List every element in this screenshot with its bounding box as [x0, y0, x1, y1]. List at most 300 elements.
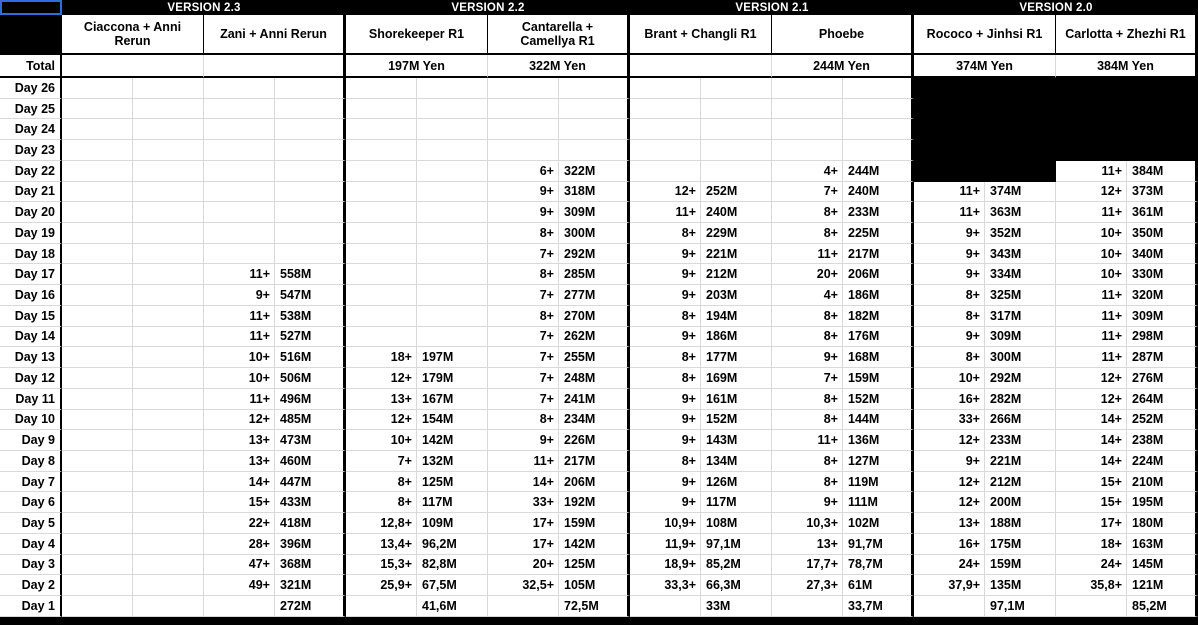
- cell-zani-anni-rerun-day1-count[interactable]: [204, 596, 275, 617]
- cell-carlotta-zhezhi-r1-day22-value[interactable]: 384M: [1127, 161, 1198, 182]
- cell-ciaccona-anni-rerun-day26-count[interactable]: [62, 78, 133, 99]
- cell-carlotta-zhezhi-r1-day14-count[interactable]: 11+: [1056, 327, 1127, 348]
- cell-cantarella-camellya-r1-day21-count[interactable]: 9+: [488, 182, 559, 203]
- total-brant-changli-r1[interactable]: [630, 55, 772, 78]
- cell-rococo-jinhsi-r1-day2-count[interactable]: 37,9+: [914, 575, 985, 596]
- cell-phoebe-day23-count[interactable]: [772, 140, 843, 161]
- banner-header-rococo-jinhsi-r1[interactable]: Rococo + Jinhsi R1: [914, 15, 1056, 55]
- cell-brant-changli-r1-day2-count[interactable]: 33,3+: [630, 575, 701, 596]
- cell-brant-changli-r1-day17-value[interactable]: 212M: [701, 264, 772, 285]
- cell-brant-changli-r1-day11-count[interactable]: 9+: [630, 389, 701, 410]
- cell-cantarella-camellya-r1-day13-value[interactable]: 255M: [559, 347, 630, 368]
- day-label-8[interactable]: Day 8: [0, 451, 62, 472]
- cell-phoebe-day8-count[interactable]: 8+: [772, 451, 843, 472]
- cell-shorekeeper-r1-day17-value[interactable]: [417, 264, 488, 285]
- cell-brant-changli-r1-day20-count[interactable]: 11+: [630, 202, 701, 223]
- cell-cantarella-camellya-r1-day21-value[interactable]: 318M: [559, 182, 630, 203]
- cell-ciaccona-anni-rerun-day11-count[interactable]: [62, 389, 133, 410]
- cell-rococo-jinhsi-r1-day15-value[interactable]: 317M: [985, 306, 1056, 327]
- cell-phoebe-day5-count[interactable]: 10,3+: [772, 513, 843, 534]
- cell-ciaccona-anni-rerun-day2-value[interactable]: [133, 575, 204, 596]
- cell-ciaccona-anni-rerun-day9-count[interactable]: [62, 430, 133, 451]
- cell-zani-anni-rerun-day3-count[interactable]: 47+: [204, 555, 275, 576]
- cell-ciaccona-anni-rerun-day25-count[interactable]: [62, 99, 133, 120]
- version-header-2-0[interactable]: VERSION 2.0: [914, 0, 1198, 15]
- cell-zani-anni-rerun-day25-value[interactable]: [275, 99, 346, 120]
- cell-brant-changli-r1-day1-value[interactable]: 33M: [701, 596, 772, 617]
- cell-brant-changli-r1-day18-value[interactable]: 221M: [701, 244, 772, 265]
- cell-carlotta-zhezhi-r1-day2-count[interactable]: 35,8+: [1056, 575, 1127, 596]
- cell-carlotta-zhezhi-r1-day23-value[interactable]: [1127, 140, 1198, 161]
- cell-rococo-jinhsi-r1-day5-count[interactable]: 13+: [914, 513, 985, 534]
- cell-shorekeeper-r1-day10-count[interactable]: 12+: [346, 410, 417, 431]
- cell-carlotta-zhezhi-r1-day4-count[interactable]: 18+: [1056, 534, 1127, 555]
- cell-zani-anni-rerun-day4-value[interactable]: 396M: [275, 534, 346, 555]
- cell-rococo-jinhsi-r1-day24-count[interactable]: [914, 119, 985, 140]
- cell-ciaccona-anni-rerun-day1-value[interactable]: [133, 596, 204, 617]
- cell-carlotta-zhezhi-r1-day20-value[interactable]: 361M: [1127, 202, 1198, 223]
- day-label-16[interactable]: Day 16: [0, 285, 62, 306]
- cell-phoebe-day22-count[interactable]: 4+: [772, 161, 843, 182]
- banner-header-phoebe[interactable]: Phoebe: [772, 15, 914, 55]
- cell-shorekeeper-r1-day21-value[interactable]: [417, 182, 488, 203]
- version-header-2-1[interactable]: VERSION 2.1: [630, 0, 914, 15]
- cell-cantarella-camellya-r1-day24-count[interactable]: [488, 119, 559, 140]
- cell-ciaccona-anni-rerun-day25-value[interactable]: [133, 99, 204, 120]
- cell-ciaccona-anni-rerun-day6-count[interactable]: [62, 492, 133, 513]
- cell-brant-changli-r1-day26-value[interactable]: [701, 78, 772, 99]
- cell-ciaccona-anni-rerun-day17-count[interactable]: [62, 264, 133, 285]
- cell-phoebe-day4-count[interactable]: 13+: [772, 534, 843, 555]
- cell-cantarella-camellya-r1-day25-value[interactable]: [559, 99, 630, 120]
- cell-ciaccona-anni-rerun-day20-value[interactable]: [133, 202, 204, 223]
- cell-cantarella-camellya-r1-day2-count[interactable]: 32,5+: [488, 575, 559, 596]
- cell-phoebe-day13-value[interactable]: 168M: [843, 347, 914, 368]
- cell-phoebe-day22-value[interactable]: 244M: [843, 161, 914, 182]
- cell-zani-anni-rerun-day18-value[interactable]: [275, 244, 346, 265]
- total-rococo-jinhsi-r1[interactable]: 374M Yen: [914, 55, 1056, 78]
- cell-phoebe-day26-count[interactable]: [772, 78, 843, 99]
- cell-ciaccona-anni-rerun-day15-value[interactable]: [133, 306, 204, 327]
- cell-zani-anni-rerun-day15-value[interactable]: 538M: [275, 306, 346, 327]
- cell-brant-changli-r1-day22-value[interactable]: [701, 161, 772, 182]
- cell-cantarella-camellya-r1-day10-count[interactable]: 8+: [488, 410, 559, 431]
- cell-shorekeeper-r1-day11-count[interactable]: 13+: [346, 389, 417, 410]
- cell-ciaccona-anni-rerun-day15-count[interactable]: [62, 306, 133, 327]
- cell-rococo-jinhsi-r1-day13-value[interactable]: 300M: [985, 347, 1056, 368]
- cell-zani-anni-rerun-day23-count[interactable]: [204, 140, 275, 161]
- cell-carlotta-zhezhi-r1-day17-count[interactable]: 10+: [1056, 264, 1127, 285]
- cell-brant-changli-r1-day21-count[interactable]: 12+: [630, 182, 701, 203]
- day-label-7[interactable]: Day 7: [0, 472, 62, 493]
- cell-brant-changli-r1-day18-count[interactable]: 9+: [630, 244, 701, 265]
- cell-zani-anni-rerun-day9-count[interactable]: 13+: [204, 430, 275, 451]
- cell-phoebe-day21-value[interactable]: 240M: [843, 182, 914, 203]
- cell-cantarella-camellya-r1-day3-value[interactable]: 125M: [559, 555, 630, 576]
- cell-shorekeeper-r1-day26-count[interactable]: [346, 78, 417, 99]
- total-ciaccona-anni-rerun[interactable]: [62, 55, 204, 78]
- day-label-21[interactable]: Day 21: [0, 182, 62, 203]
- cell-brant-changli-r1-day9-count[interactable]: 9+: [630, 430, 701, 451]
- cell-zani-anni-rerun-day12-value[interactable]: 506M: [275, 368, 346, 389]
- cell-shorekeeper-r1-day16-count[interactable]: [346, 285, 417, 306]
- cell-zani-anni-rerun-day25-count[interactable]: [204, 99, 275, 120]
- cell-zani-anni-rerun-day26-value[interactable]: [275, 78, 346, 99]
- cell-zani-anni-rerun-day22-value[interactable]: [275, 161, 346, 182]
- cell-cantarella-camellya-r1-day12-value[interactable]: 248M: [559, 368, 630, 389]
- day-label-10[interactable]: Day 10: [0, 410, 62, 431]
- cell-shorekeeper-r1-day18-value[interactable]: [417, 244, 488, 265]
- cell-carlotta-zhezhi-r1-day26-value[interactable]: [1127, 78, 1198, 99]
- cell-cantarella-camellya-r1-day1-count[interactable]: [488, 596, 559, 617]
- cell-cantarella-camellya-r1-day12-count[interactable]: 7+: [488, 368, 559, 389]
- cell-zani-anni-rerun-day19-value[interactable]: [275, 223, 346, 244]
- cell-zani-anni-rerun-day26-count[interactable]: [204, 78, 275, 99]
- cell-cantarella-camellya-r1-day11-value[interactable]: 241M: [559, 389, 630, 410]
- cell-zani-anni-rerun-day8-count[interactable]: 13+: [204, 451, 275, 472]
- cell-cantarella-camellya-r1-day15-count[interactable]: 8+: [488, 306, 559, 327]
- cell-phoebe-day23-value[interactable]: [843, 140, 914, 161]
- cell-phoebe-day5-value[interactable]: 102M: [843, 513, 914, 534]
- cell-zani-anni-rerun-day18-count[interactable]: [204, 244, 275, 265]
- cell-zani-anni-rerun-day14-count[interactable]: 11+: [204, 327, 275, 348]
- cell-rococo-jinhsi-r1-day8-count[interactable]: 9+: [914, 451, 985, 472]
- cell-rococo-jinhsi-r1-day24-value[interactable]: [985, 119, 1056, 140]
- cell-shorekeeper-r1-day14-value[interactable]: [417, 327, 488, 348]
- cell-rococo-jinhsi-r1-day14-count[interactable]: 9+: [914, 327, 985, 348]
- cell-zani-anni-rerun-day24-count[interactable]: [204, 119, 275, 140]
- day-label-22[interactable]: Day 22: [0, 161, 62, 182]
- cell-phoebe-day24-value[interactable]: [843, 119, 914, 140]
- cell-ciaccona-anni-rerun-day5-value[interactable]: [133, 513, 204, 534]
- cell-cantarella-camellya-r1-day15-value[interactable]: 270M: [559, 306, 630, 327]
- cell-carlotta-zhezhi-r1-day15-count[interactable]: 11+: [1056, 306, 1127, 327]
- cell-shorekeeper-r1-day13-value[interactable]: 197M: [417, 347, 488, 368]
- cell-carlotta-zhezhi-r1-day19-value[interactable]: 350M: [1127, 223, 1198, 244]
- cell-carlotta-zhezhi-r1-day7-value[interactable]: 210M: [1127, 472, 1198, 493]
- cell-cantarella-camellya-r1-day5-count[interactable]: 17+: [488, 513, 559, 534]
- cell-rococo-jinhsi-r1-day17-count[interactable]: 9+: [914, 264, 985, 285]
- cell-cantarella-camellya-r1-day11-count[interactable]: 7+: [488, 389, 559, 410]
- cell-cantarella-camellya-r1-day13-count[interactable]: 7+: [488, 347, 559, 368]
- cell-brant-changli-r1-day23-value[interactable]: [701, 140, 772, 161]
- cell-zani-anni-rerun-day21-count[interactable]: [204, 182, 275, 203]
- cell-ciaccona-anni-rerun-day22-count[interactable]: [62, 161, 133, 182]
- cell-rococo-jinhsi-r1-day9-count[interactable]: 12+: [914, 430, 985, 451]
- cell-cantarella-camellya-r1-day7-count[interactable]: 14+: [488, 472, 559, 493]
- cell-shorekeeper-r1-day2-count[interactable]: 25,9+: [346, 575, 417, 596]
- cell-cantarella-camellya-r1-day25-count[interactable]: [488, 99, 559, 120]
- cell-cantarella-camellya-r1-day23-count[interactable]: [488, 140, 559, 161]
- cell-cantarella-camellya-r1-day23-value[interactable]: [559, 140, 630, 161]
- cell-carlotta-zhezhi-r1-day23-count[interactable]: [1056, 140, 1127, 161]
- cell-ciaccona-anni-rerun-day12-value[interactable]: [133, 368, 204, 389]
- day-label-13[interactable]: Day 13: [0, 347, 62, 368]
- cell-carlotta-zhezhi-r1-day12-count[interactable]: 12+: [1056, 368, 1127, 389]
- cell-ciaccona-anni-rerun-day10-value[interactable]: [133, 410, 204, 431]
- cell-phoebe-day20-value[interactable]: 233M: [843, 202, 914, 223]
- cell-zani-anni-rerun-day9-value[interactable]: 473M: [275, 430, 346, 451]
- cell-phoebe-day8-value[interactable]: 127M: [843, 451, 914, 472]
- cell-shorekeeper-r1-day1-count[interactable]: [346, 596, 417, 617]
- cell-carlotta-zhezhi-r1-day10-value[interactable]: 252M: [1127, 410, 1198, 431]
- cell-ciaccona-anni-rerun-day18-value[interactable]: [133, 244, 204, 265]
- cell-brant-changli-r1-day6-count[interactable]: 9+: [630, 492, 701, 513]
- cell-ciaccona-anni-rerun-day16-count[interactable]: [62, 285, 133, 306]
- cell-phoebe-day7-count[interactable]: 8+: [772, 472, 843, 493]
- cell-brant-changli-r1-day6-value[interactable]: 117M: [701, 492, 772, 513]
- total-carlotta-zhezhi-r1[interactable]: 384M Yen: [1056, 55, 1198, 78]
- cell-brant-changli-r1-day7-count[interactable]: 9+: [630, 472, 701, 493]
- cell-brant-changli-r1-day5-count[interactable]: 10,9+: [630, 513, 701, 534]
- cell-zani-anni-rerun-day12-count[interactable]: 10+: [204, 368, 275, 389]
- cell-ciaccona-anni-rerun-day23-count[interactable]: [62, 140, 133, 161]
- cell-cantarella-camellya-r1-day16-count[interactable]: 7+: [488, 285, 559, 306]
- banner-header-zani-anni-rerun[interactable]: Zani + Anni Rerun: [204, 15, 346, 55]
- cell-phoebe-day4-value[interactable]: 91,7M: [843, 534, 914, 555]
- cell-brant-changli-r1-day23-count[interactable]: [630, 140, 701, 161]
- cell-ciaccona-anni-rerun-day20-count[interactable]: [62, 202, 133, 223]
- banner-header-shorekeeper-r1[interactable]: Shorekeeper R1: [346, 15, 488, 55]
- cell-phoebe-day1-value[interactable]: 33,7M: [843, 596, 914, 617]
- cell-zani-anni-rerun-day7-value[interactable]: 447M: [275, 472, 346, 493]
- cell-carlotta-zhezhi-r1-day14-value[interactable]: 298M: [1127, 327, 1198, 348]
- cell-phoebe-day19-count[interactable]: 8+: [772, 223, 843, 244]
- total-shorekeeper-r1[interactable]: 197M Yen: [346, 55, 488, 78]
- cell-ciaccona-anni-rerun-day17-value[interactable]: [133, 264, 204, 285]
- cell-shorekeeper-r1-day24-count[interactable]: [346, 119, 417, 140]
- cell-brant-changli-r1-day16-value[interactable]: 203M: [701, 285, 772, 306]
- cell-ciaccona-anni-rerun-day24-value[interactable]: [133, 119, 204, 140]
- cell-carlotta-zhezhi-r1-day16-count[interactable]: 11+: [1056, 285, 1127, 306]
- cell-cantarella-camellya-r1-day24-value[interactable]: [559, 119, 630, 140]
- cell-shorekeeper-r1-day19-count[interactable]: [346, 223, 417, 244]
- cell-shorekeeper-r1-day22-value[interactable]: [417, 161, 488, 182]
- cell-brant-changli-r1-day8-value[interactable]: 134M: [701, 451, 772, 472]
- cell-shorekeeper-r1-day26-value[interactable]: [417, 78, 488, 99]
- cell-phoebe-day21-count[interactable]: 7+: [772, 182, 843, 203]
- cell-rococo-jinhsi-r1-day23-value[interactable]: [985, 140, 1056, 161]
- cell-carlotta-zhezhi-r1-day25-count[interactable]: [1056, 99, 1127, 120]
- cell-shorekeeper-r1-day3-value[interactable]: 82,8M: [417, 555, 488, 576]
- cell-brant-changli-r1-day4-value[interactable]: 97,1M: [701, 534, 772, 555]
- banner-header-ciaccona-anni-rerun[interactable]: Ciaccona + Anni Rerun: [62, 15, 204, 55]
- cell-rococo-jinhsi-r1-day25-count[interactable]: [914, 99, 985, 120]
- cell-rococo-jinhsi-r1-day4-value[interactable]: 175M: [985, 534, 1056, 555]
- cell-phoebe-day11-count[interactable]: 8+: [772, 389, 843, 410]
- cell-phoebe-day25-value[interactable]: [843, 99, 914, 120]
- cell-ciaccona-anni-rerun-day24-count[interactable]: [62, 119, 133, 140]
- cell-carlotta-zhezhi-r1-day13-count[interactable]: 11+: [1056, 347, 1127, 368]
- cell-brant-changli-r1-day15-count[interactable]: 8+: [630, 306, 701, 327]
- cell-rococo-jinhsi-r1-day26-count[interactable]: [914, 78, 985, 99]
- cell-brant-changli-r1-day3-count[interactable]: 18,9+: [630, 555, 701, 576]
- cell-ciaccona-anni-rerun-day21-count[interactable]: [62, 182, 133, 203]
- cell-carlotta-zhezhi-r1-day16-value[interactable]: 320M: [1127, 285, 1198, 306]
- cell-shorekeeper-r1-day12-value[interactable]: 179M: [417, 368, 488, 389]
- cell-cantarella-camellya-r1-day4-count[interactable]: 17+: [488, 534, 559, 555]
- cell-zani-anni-rerun-day3-value[interactable]: 368M: [275, 555, 346, 576]
- cell-phoebe-day9-count[interactable]: 11+: [772, 430, 843, 451]
- cell-cantarella-camellya-r1-day9-value[interactable]: 226M: [559, 430, 630, 451]
- day-label-4[interactable]: Day 4: [0, 534, 62, 555]
- day-label-11[interactable]: Day 11: [0, 389, 62, 410]
- cell-rococo-jinhsi-r1-day9-value[interactable]: 233M: [985, 430, 1056, 451]
- cell-cantarella-camellya-r1-day26-count[interactable]: [488, 78, 559, 99]
- cell-rococo-jinhsi-r1-day4-count[interactable]: 16+: [914, 534, 985, 555]
- day-label-25[interactable]: Day 25: [0, 99, 62, 120]
- cell-brant-changli-r1-day12-count[interactable]: 8+: [630, 368, 701, 389]
- cell-cantarella-camellya-r1-day9-count[interactable]: 9+: [488, 430, 559, 451]
- cell-rococo-jinhsi-r1-day16-count[interactable]: 8+: [914, 285, 985, 306]
- cell-rococo-jinhsi-r1-day10-value[interactable]: 266M: [985, 410, 1056, 431]
- cell-zani-anni-rerun-day2-count[interactable]: 49+: [204, 575, 275, 596]
- cell-cantarella-camellya-r1-day8-count[interactable]: 11+: [488, 451, 559, 472]
- cell-ciaccona-anni-rerun-day26-value[interactable]: [133, 78, 204, 99]
- cell-zani-anni-rerun-day11-value[interactable]: 496M: [275, 389, 346, 410]
- banner-header-brant-changli-r1[interactable]: Brant + Changli R1: [630, 15, 772, 55]
- cell-ciaccona-anni-rerun-day4-count[interactable]: [62, 534, 133, 555]
- cell-brant-changli-r1-day14-count[interactable]: 9+: [630, 327, 701, 348]
- cell-carlotta-zhezhi-r1-day21-value[interactable]: 373M: [1127, 182, 1198, 203]
- day-label-19[interactable]: Day 19: [0, 223, 62, 244]
- cell-rococo-jinhsi-r1-day19-count[interactable]: 9+: [914, 223, 985, 244]
- cell-shorekeeper-r1-day18-count[interactable]: [346, 244, 417, 265]
- cell-rococo-jinhsi-r1-day23-count[interactable]: [914, 140, 985, 161]
- day-label-12[interactable]: Day 12: [0, 368, 62, 389]
- cell-phoebe-day16-count[interactable]: 4+: [772, 285, 843, 306]
- cell-rococo-jinhsi-r1-day26-value[interactable]: [985, 78, 1056, 99]
- cell-brant-changli-r1-day17-count[interactable]: 9+: [630, 264, 701, 285]
- cell-rococo-jinhsi-r1-day6-value[interactable]: 200M: [985, 492, 1056, 513]
- cell-rococo-jinhsi-r1-day17-value[interactable]: 334M: [985, 264, 1056, 285]
- cell-brant-changli-r1-day26-count[interactable]: [630, 78, 701, 99]
- cell-shorekeeper-r1-day6-value[interactable]: 117M: [417, 492, 488, 513]
- cell-zani-anni-rerun-day10-count[interactable]: 12+: [204, 410, 275, 431]
- cell-phoebe-day14-count[interactable]: 8+: [772, 327, 843, 348]
- cell-phoebe-day10-count[interactable]: 8+: [772, 410, 843, 431]
- cell-shorekeeper-r1-day25-value[interactable]: [417, 99, 488, 120]
- day-label-18[interactable]: Day 18: [0, 244, 62, 265]
- cell-brant-changli-r1-day24-count[interactable]: [630, 119, 701, 140]
- cell-brant-changli-r1-day25-value[interactable]: [701, 99, 772, 120]
- cell-rococo-jinhsi-r1-day13-count[interactable]: 8+: [914, 347, 985, 368]
- cell-zani-anni-rerun-day6-count[interactable]: 15+: [204, 492, 275, 513]
- cell-ciaccona-anni-rerun-day22-value[interactable]: [133, 161, 204, 182]
- cell-cantarella-camellya-r1-day19-value[interactable]: 300M: [559, 223, 630, 244]
- cell-carlotta-zhezhi-r1-day15-value[interactable]: 309M: [1127, 306, 1198, 327]
- cell-zani-anni-rerun-day7-count[interactable]: 14+: [204, 472, 275, 493]
- cell-carlotta-zhezhi-r1-day1-value[interactable]: 85,2M: [1127, 596, 1198, 617]
- cell-shorekeeper-r1-day15-value[interactable]: [417, 306, 488, 327]
- cell-rococo-jinhsi-r1-day22-value[interactable]: [985, 161, 1056, 182]
- cell-shorekeeper-r1-day20-count[interactable]: [346, 202, 417, 223]
- cell-shorekeeper-r1-day8-value[interactable]: 132M: [417, 451, 488, 472]
- day-label-24[interactable]: Day 24: [0, 119, 62, 140]
- cell-brant-changli-r1-day9-value[interactable]: 143M: [701, 430, 772, 451]
- cell-phoebe-day14-value[interactable]: 176M: [843, 327, 914, 348]
- cell-carlotta-zhezhi-r1-day3-value[interactable]: 145M: [1127, 555, 1198, 576]
- cell-brant-changli-r1-day5-value[interactable]: 108M: [701, 513, 772, 534]
- cell-ciaccona-anni-rerun-day1-count[interactable]: [62, 596, 133, 617]
- day-label-14[interactable]: Day 14: [0, 327, 62, 348]
- cell-cantarella-camellya-r1-day18-count[interactable]: 7+: [488, 244, 559, 265]
- cell-cantarella-camellya-r1-day6-count[interactable]: 33+: [488, 492, 559, 513]
- cell-shorekeeper-r1-day9-count[interactable]: 10+: [346, 430, 417, 451]
- cell-rococo-jinhsi-r1-day19-value[interactable]: 352M: [985, 223, 1056, 244]
- cell-phoebe-day11-value[interactable]: 152M: [843, 389, 914, 410]
- cell-shorekeeper-r1-day12-count[interactable]: 12+: [346, 368, 417, 389]
- cell-carlotta-zhezhi-r1-day6-count[interactable]: 15+: [1056, 492, 1127, 513]
- cell-brant-changli-r1-day1-count[interactable]: [630, 596, 701, 617]
- cell-carlotta-zhezhi-r1-day26-count[interactable]: [1056, 78, 1127, 99]
- cell-zani-anni-rerun-day11-count[interactable]: 11+: [204, 389, 275, 410]
- cell-shorekeeper-r1-day6-count[interactable]: 8+: [346, 492, 417, 513]
- cell-cantarella-camellya-r1-day19-count[interactable]: 8+: [488, 223, 559, 244]
- cell-rococo-jinhsi-r1-day3-count[interactable]: 24+: [914, 555, 985, 576]
- cell-zani-anni-rerun-day23-value[interactable]: [275, 140, 346, 161]
- cell-shorekeeper-r1-day10-value[interactable]: 154M: [417, 410, 488, 431]
- cell-carlotta-zhezhi-r1-day8-value[interactable]: 224M: [1127, 451, 1198, 472]
- cell-rococo-jinhsi-r1-day18-count[interactable]: 9+: [914, 244, 985, 265]
- cell-zani-anni-rerun-day20-value[interactable]: [275, 202, 346, 223]
- cell-brant-changli-r1-day22-count[interactable]: [630, 161, 701, 182]
- cell-phoebe-day6-count[interactable]: 9+: [772, 492, 843, 513]
- cell-rococo-jinhsi-r1-day10-count[interactable]: 33+: [914, 410, 985, 431]
- cell-brant-changli-r1-day10-value[interactable]: 152M: [701, 410, 772, 431]
- cell-phoebe-day3-value[interactable]: 78,7M: [843, 555, 914, 576]
- cell-zani-anni-rerun-day13-value[interactable]: 516M: [275, 347, 346, 368]
- cell-zani-anni-rerun-day6-value[interactable]: 433M: [275, 492, 346, 513]
- cell-shorekeeper-r1-day20-value[interactable]: [417, 202, 488, 223]
- cell-zani-anni-rerun-day2-value[interactable]: 321M: [275, 575, 346, 596]
- cell-carlotta-zhezhi-r1-day18-count[interactable]: 10+: [1056, 244, 1127, 265]
- cell-rococo-jinhsi-r1-day18-value[interactable]: 343M: [985, 244, 1056, 265]
- cell-cantarella-camellya-r1-day26-value[interactable]: [559, 78, 630, 99]
- cell-cantarella-camellya-r1-day20-value[interactable]: 309M: [559, 202, 630, 223]
- cell-ciaccona-anni-rerun-day13-count[interactable]: [62, 347, 133, 368]
- cell-zani-anni-rerun-day16-count[interactable]: 9+: [204, 285, 275, 306]
- cell-ciaccona-anni-rerun-day3-count[interactable]: [62, 555, 133, 576]
- cell-shorekeeper-r1-day13-count[interactable]: 18+: [346, 347, 417, 368]
- cell-rococo-jinhsi-r1-day16-value[interactable]: 325M: [985, 285, 1056, 306]
- cell-shorekeeper-r1-day3-count[interactable]: 15,3+: [346, 555, 417, 576]
- cell-phoebe-day12-value[interactable]: 159M: [843, 368, 914, 389]
- cell-rococo-jinhsi-r1-day15-count[interactable]: 8+: [914, 306, 985, 327]
- cell-phoebe-day26-value[interactable]: [843, 78, 914, 99]
- cell-shorekeeper-r1-day23-count[interactable]: [346, 140, 417, 161]
- day-label-5[interactable]: Day 5: [0, 513, 62, 534]
- cell-carlotta-zhezhi-r1-day20-count[interactable]: 11+: [1056, 202, 1127, 223]
- cell-shorekeeper-r1-day9-value[interactable]: 142M: [417, 430, 488, 451]
- cell-rococo-jinhsi-r1-day20-value[interactable]: 363M: [985, 202, 1056, 223]
- cell-carlotta-zhezhi-r1-day5-value[interactable]: 180M: [1127, 513, 1198, 534]
- cell-carlotta-zhezhi-r1-day22-count[interactable]: 11+: [1056, 161, 1127, 182]
- cell-ciaccona-anni-rerun-day19-value[interactable]: [133, 223, 204, 244]
- day-label-23[interactable]: Day 23: [0, 140, 62, 161]
- cell-shorekeeper-r1-day4-count[interactable]: 13,4+: [346, 534, 417, 555]
- cell-zani-anni-rerun-day5-count[interactable]: 22+: [204, 513, 275, 534]
- cell-phoebe-day13-count[interactable]: 9+: [772, 347, 843, 368]
- cell-rococo-jinhsi-r1-day1-value[interactable]: 97,1M: [985, 596, 1056, 617]
- cell-phoebe-day18-value[interactable]: 217M: [843, 244, 914, 265]
- cell-zani-anni-rerun-day10-value[interactable]: 485M: [275, 410, 346, 431]
- cell-carlotta-zhezhi-r1-day2-value[interactable]: 121M: [1127, 575, 1198, 596]
- cell-phoebe-day12-count[interactable]: 7+: [772, 368, 843, 389]
- cell-brant-changli-r1-day19-value[interactable]: 229M: [701, 223, 772, 244]
- cell-ciaccona-anni-rerun-day9-value[interactable]: [133, 430, 204, 451]
- cell-rococo-jinhsi-r1-day11-count[interactable]: 16+: [914, 389, 985, 410]
